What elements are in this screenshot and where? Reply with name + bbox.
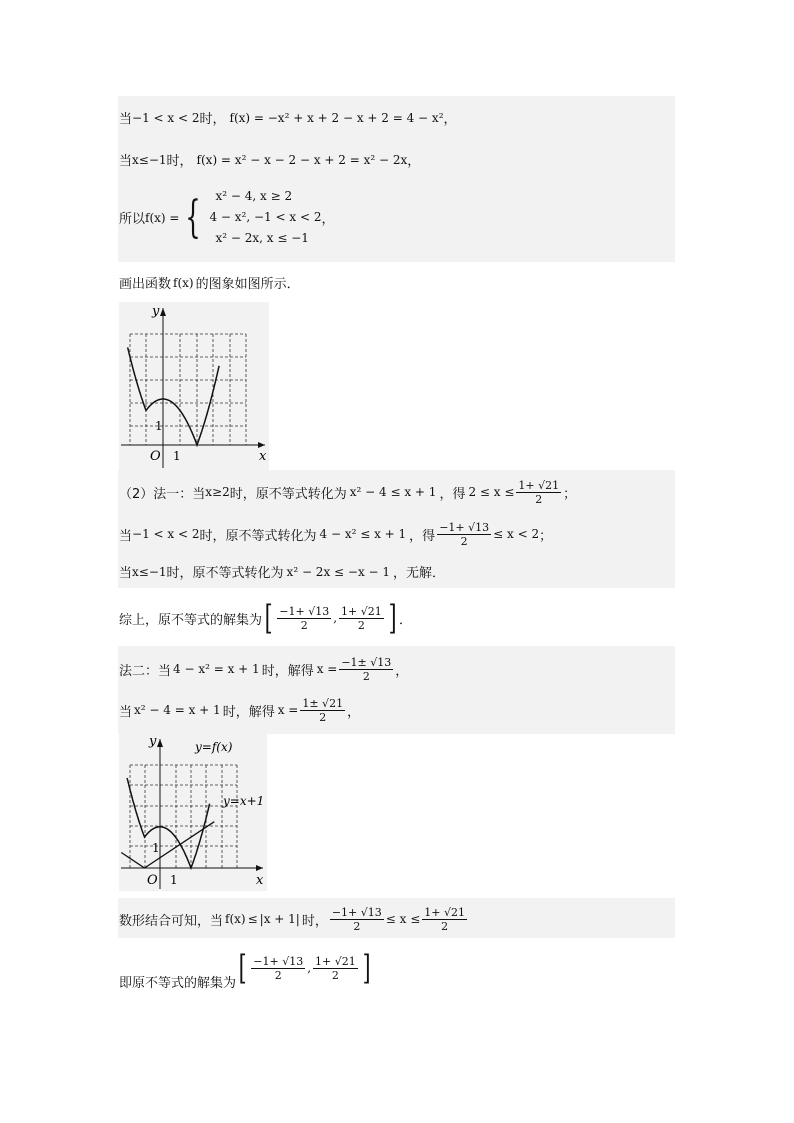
method2-eq2 xyxy=(119,692,360,728)
solution-interval xyxy=(262,598,399,638)
numerator: 1+ √21 xyxy=(424,905,466,919)
equation: 4 − x² = x + 1 xyxy=(173,662,260,676)
y-tick-label: 1 xyxy=(155,419,163,433)
text: ，得 xyxy=(409,528,436,544)
lhs: f(x) = xyxy=(145,210,180,225)
x-equals: x = xyxy=(316,662,338,676)
text: 当 xyxy=(119,154,133,169)
condition: −1 < x < 2 xyxy=(132,527,200,541)
text: ， xyxy=(443,112,457,127)
fraction xyxy=(339,605,384,632)
final-answer-line xyxy=(119,943,373,993)
fraction xyxy=(313,955,358,982)
text: 画出函数 xyxy=(119,277,172,292)
condition: x≥2 xyxy=(205,485,230,499)
text: 时，原不等式转化为 xyxy=(199,528,317,544)
text: 当 xyxy=(119,704,133,720)
text: （2）法一：当 xyxy=(119,486,206,502)
y-axis-label: y xyxy=(152,304,160,319)
denominator: 2 xyxy=(353,919,361,933)
numerator: 1± √21 xyxy=(302,696,344,710)
text: ， xyxy=(321,212,335,227)
text: ， xyxy=(395,663,409,679)
line-label: y=x+1 xyxy=(223,794,265,808)
le-sign: ≤ xyxy=(247,912,258,926)
text: 当 xyxy=(119,566,133,581)
text: 时，原不等式转化为 xyxy=(166,566,284,581)
text: ， xyxy=(407,154,421,169)
x-equals: x = xyxy=(277,703,299,717)
denominator: 2 xyxy=(460,534,468,548)
x-axis-label: x xyxy=(259,449,267,464)
text: 综上，原不等式的解集为 xyxy=(119,612,263,628)
y-axis-label: y xyxy=(149,734,157,749)
text: 时，解得 xyxy=(261,663,314,679)
function-name: f(x) xyxy=(225,912,246,926)
text: 当 xyxy=(119,528,133,544)
text: 数形结合可知，当 xyxy=(119,913,224,929)
case-3: x² − 2x, x ≤ −1 xyxy=(215,231,309,245)
text: 法二：当 xyxy=(119,663,172,679)
condition: x≤−1 xyxy=(132,152,167,167)
text: 时， xyxy=(199,112,226,127)
case-mid-line xyxy=(119,108,457,127)
numerator: 1+ √21 xyxy=(518,478,560,492)
expression: f(x) = x² − x − 2 − x + 2 = x² − 2x xyxy=(196,152,408,167)
fraction xyxy=(422,906,467,933)
text: 当 xyxy=(119,112,133,127)
denominator: 2 xyxy=(357,618,365,632)
text: ； xyxy=(563,486,577,502)
condition: −1 < x < 2 xyxy=(132,110,200,125)
fraction xyxy=(516,479,561,506)
text: 时， xyxy=(301,913,328,929)
numerator: 1+ √21 xyxy=(315,954,356,968)
function-graph-1 xyxy=(119,302,269,470)
curve-label: y=f(x) xyxy=(195,740,233,754)
left-bracket: [ xyxy=(238,948,247,988)
right-bracket: ] xyxy=(362,948,371,988)
abs-value: |x + 1| xyxy=(259,912,300,926)
numerator: −1+ √13 xyxy=(439,520,490,534)
function-name: f(x) xyxy=(173,275,194,290)
inequality: x² − 4 ≤ x + 1 xyxy=(349,485,437,499)
result: ≤ x < 2 xyxy=(493,527,540,541)
case-2: 4 − x², −1 < x < 2 xyxy=(209,210,322,224)
text: 时，原不等式转化为 xyxy=(229,486,347,502)
text: 时， xyxy=(166,154,193,169)
fraction xyxy=(330,906,384,933)
denominator: 2 xyxy=(362,669,370,683)
expression: f(x) = −x² + x + 2 − x + 2 = 4 − x² xyxy=(229,110,444,125)
text: ； xyxy=(539,528,553,544)
method1-case3 xyxy=(119,562,445,581)
text: 的图象如图所示． xyxy=(195,277,300,292)
numerator: −1+ √13 xyxy=(331,905,382,919)
origin-label: O xyxy=(150,449,161,464)
text: 时，解得 xyxy=(222,704,275,720)
case-left-line xyxy=(119,150,420,169)
comma: , xyxy=(333,611,338,625)
fraction xyxy=(339,656,393,683)
solution-interval xyxy=(236,948,373,988)
y-tick-label: 1 xyxy=(152,841,160,855)
graph-intro-line xyxy=(119,273,300,292)
denominator: 2 xyxy=(331,968,339,982)
method1-case2 xyxy=(119,516,552,552)
piecewise-definition xyxy=(119,186,334,249)
text: ， xyxy=(347,704,361,720)
origin-label: O xyxy=(147,873,158,888)
denominator: 2 xyxy=(300,618,308,632)
fraction xyxy=(251,955,305,982)
fraction xyxy=(300,697,345,724)
result: 2 ≤ x ≤ xyxy=(468,485,515,499)
left-bracket: [ xyxy=(264,598,273,638)
x-tick-label: 1 xyxy=(173,449,181,463)
inequality: ≤ x ≤ xyxy=(385,912,421,926)
comma: , xyxy=(307,961,312,975)
x-axis-label: x xyxy=(256,873,264,888)
fraction xyxy=(277,605,331,632)
brace: { xyxy=(185,191,202,243)
inequality: 4 − x² ≤ x + 1 xyxy=(319,527,407,541)
text: ，无解． xyxy=(393,566,446,581)
cases xyxy=(209,186,321,249)
numerator: −1+ √13 xyxy=(253,954,304,968)
numerator: −1+ √13 xyxy=(279,604,330,618)
denominator: 2 xyxy=(319,710,327,724)
fraction xyxy=(437,521,491,548)
text: ． xyxy=(399,612,413,628)
method2-eq1 xyxy=(119,651,408,687)
inequality: x² − 2x ≤ −x − 1 xyxy=(286,564,391,579)
x-tick-label: 1 xyxy=(170,873,178,887)
equation: x² − 4 = x + 1 xyxy=(134,703,221,717)
text: 所以 xyxy=(119,212,146,227)
case-1: x² − 4, x ≥ 2 xyxy=(215,189,293,203)
condition: x≤−1 xyxy=(132,564,167,579)
method1-summary xyxy=(119,598,412,638)
denominator: 2 xyxy=(535,492,543,506)
numerator: −1± √13 xyxy=(341,655,392,669)
conclusion-line xyxy=(119,901,469,937)
text: 即原不等式的解集为 xyxy=(119,976,237,991)
text: ，得 xyxy=(439,486,466,502)
function-graph-2 xyxy=(119,734,267,891)
numerator: 1+ √21 xyxy=(341,604,382,618)
denominator: 2 xyxy=(441,919,449,933)
method1-case1 xyxy=(119,474,576,510)
denominator: 2 xyxy=(274,968,282,982)
right-bracket: ] xyxy=(388,598,397,638)
